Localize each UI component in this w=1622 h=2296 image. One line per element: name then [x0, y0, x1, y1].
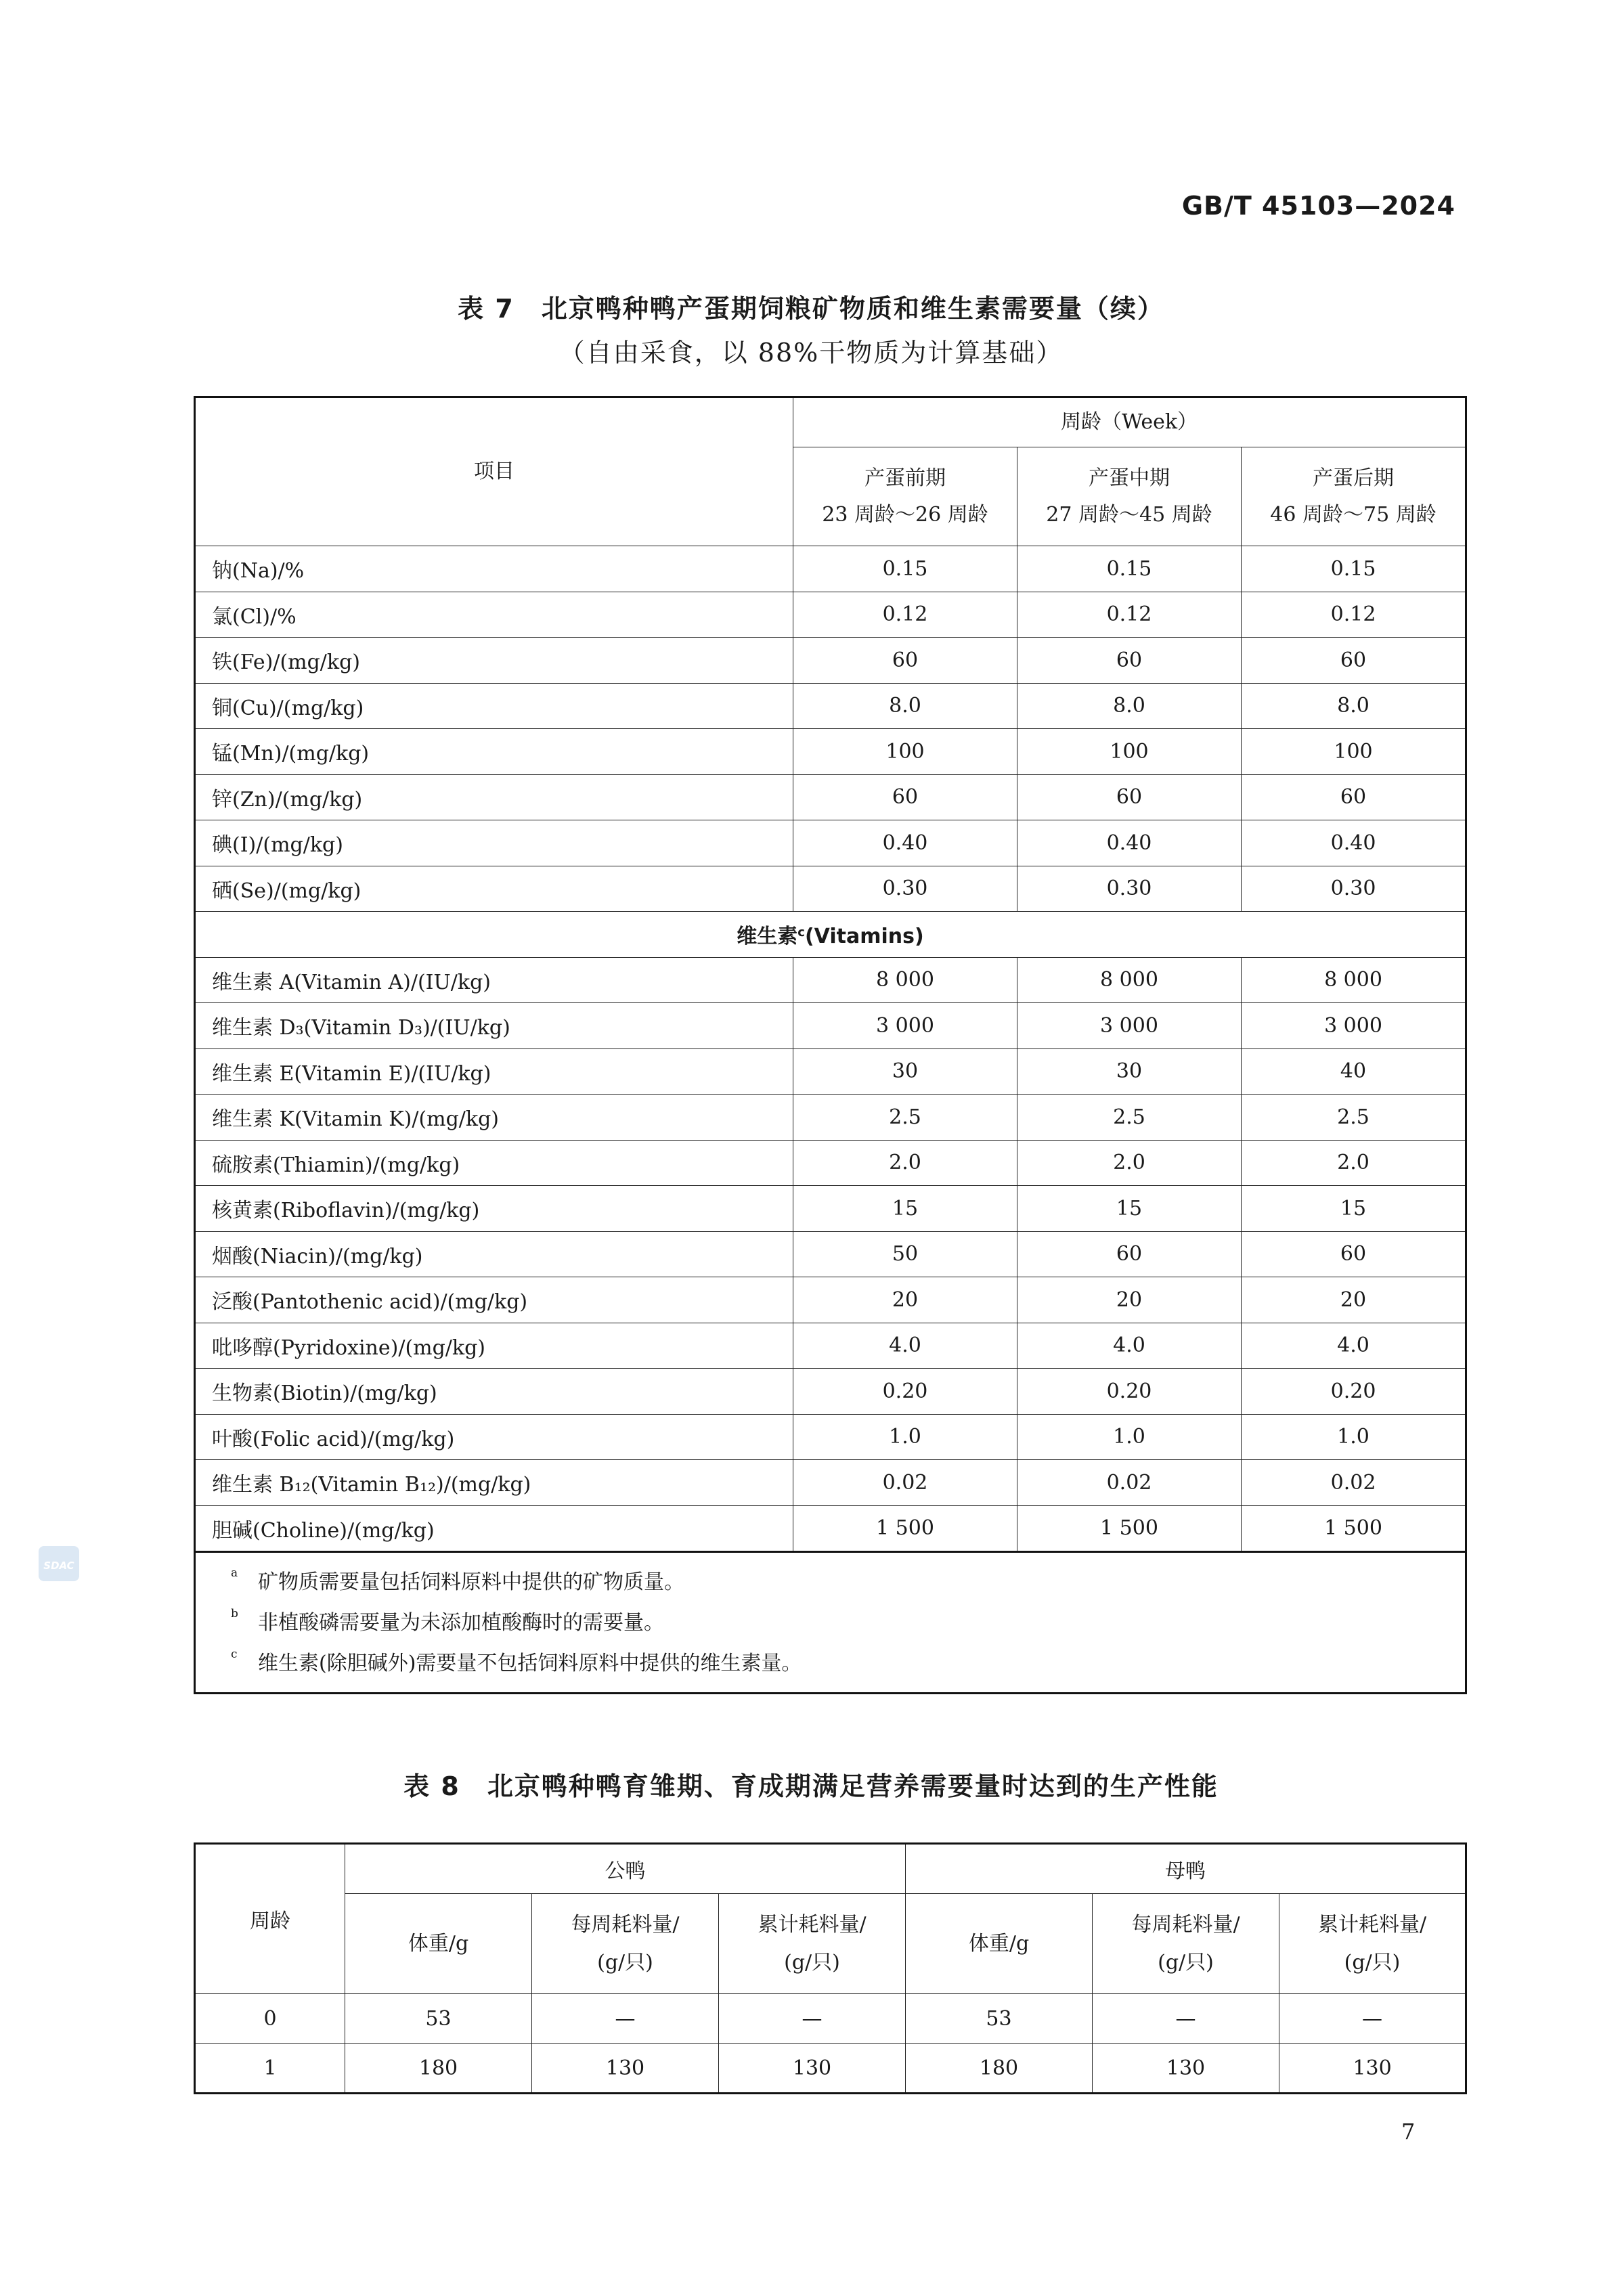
table-row: [195, 1277, 1466, 1323]
row-label: 铜(Cu)/(mg/kg): [195, 683, 793, 729]
footnote: [231, 1603, 1465, 1643]
footnote-text: 维生素(除胆碱外)需要量不包括饲料原料中提供的维生素量。: [258, 1652, 802, 1675]
cell-value: 130: [1093, 2044, 1279, 2094]
cell-value: —: [1279, 1994, 1466, 2044]
table-row: [195, 592, 1466, 638]
table-row: [195, 1095, 1466, 1141]
header-item: 项目: [195, 397, 793, 546]
table-row: [195, 546, 1466, 592]
row-label: 硒(Se)/(mg/kg): [195, 866, 793, 912]
header-line: (g/只): [1344, 1950, 1401, 1974]
cell-value: —: [532, 1994, 719, 2044]
table-row: [195, 957, 1466, 1003]
header-line: 每周耗料量/: [1131, 1912, 1240, 1937]
cell-value: 8.0: [793, 683, 1017, 729]
vitamins-rows: [195, 957, 1466, 1552]
stage-name: 产蛋前期: [864, 466, 946, 490]
cell-value: 60: [793, 774, 1017, 820]
cell-value: 40: [1242, 1048, 1466, 1095]
header-line: (g/只): [597, 1950, 653, 1974]
row-label: 硫胺素(Thiamin)/(mg/kg): [195, 1140, 793, 1186]
table-row: [195, 1231, 1466, 1277]
table7-title: 表 7 北京鸭种鸭产蛋期饲粮矿物质和维生素需要量（续）: [458, 294, 1164, 324]
row-label: 胆碱(Choline)/(mg/kg): [195, 1505, 793, 1552]
table-row: [195, 866, 1466, 912]
cell-value: 1 500: [1242, 1505, 1466, 1552]
cell-value: 60: [1017, 638, 1242, 684]
stage-name: 产蛋中期: [1089, 466, 1170, 490]
footnote: [231, 1562, 1465, 1603]
watermark-text: SDAC: [43, 1560, 74, 1572]
stage-range: 27 周龄～45 周龄: [1046, 502, 1212, 527]
header-week-group: 周龄（Week）: [793, 397, 1466, 447]
cell-value: 0.15: [793, 546, 1017, 592]
cell-value: 20: [793, 1277, 1017, 1323]
stage-name: 产蛋后期: [1313, 466, 1395, 490]
table-row: [195, 1323, 1466, 1369]
header-cumulative-feed: [719, 1894, 906, 1994]
cell-value: 100: [1017, 729, 1242, 775]
table7-subtitle: （自由采食，以 88%干物质为计算基础）: [558, 338, 1064, 368]
cell-value: 0.20: [793, 1369, 1017, 1415]
header-group-female: 母鸭: [906, 1844, 1466, 1894]
cell-value: 130: [532, 2044, 719, 2094]
cell-value: 4.0: [793, 1323, 1017, 1369]
cell-value: 0.02: [1242, 1460, 1466, 1506]
table8-rows: [195, 1994, 1466, 2094]
header-age: 周龄: [195, 1844, 345, 1994]
header-weekly-feed: [532, 1894, 719, 1994]
cell-value: 0.12: [1017, 592, 1242, 638]
minerals-rows: [195, 546, 1466, 912]
cell-value: 0.02: [793, 1460, 1017, 1506]
table-row: [195, 1048, 1466, 1095]
row-label: 泛酸(Pantothenic acid)/(mg/kg): [195, 1277, 793, 1323]
cell-value: 60: [1242, 774, 1466, 820]
cell-value: 3 000: [1017, 1003, 1242, 1049]
row-label: 核黄素(Riboflavin)/(mg/kg): [195, 1186, 793, 1232]
header-stage: [1017, 447, 1242, 546]
cell-value: 60: [793, 638, 1017, 684]
header-line: (g/只): [1158, 1950, 1214, 1974]
cell-value: 0.40: [793, 820, 1017, 866]
cell-value: 2.0: [1017, 1140, 1242, 1186]
header-line: 每周耗料量/: [571, 1912, 680, 1937]
cell-value: 15: [1017, 1186, 1242, 1232]
cell-value: 15: [1242, 1186, 1466, 1232]
cell-value: 3 000: [793, 1003, 1017, 1049]
footnote: [231, 1643, 1465, 1684]
cell-value: 4.0: [1017, 1323, 1242, 1369]
cell-value: 8.0: [1017, 683, 1242, 729]
table-row: [195, 774, 1466, 820]
stage-range: 46 周龄～75 周龄: [1270, 502, 1437, 527]
row-label: 锰(Mn)/(mg/kg): [195, 729, 793, 775]
page-number: 7: [1401, 2119, 1416, 2144]
row-age: 1: [195, 2044, 345, 2094]
row-age: 0: [195, 1994, 345, 2044]
cell-value: —: [1093, 1994, 1279, 2044]
cell-value: 2.5: [1017, 1095, 1242, 1141]
cell-value: 100: [1242, 729, 1466, 775]
cell-value: 3 000: [1242, 1003, 1466, 1049]
cell-value: 60: [1017, 774, 1242, 820]
cell-value: 8 000: [1242, 957, 1466, 1003]
cell-value: 1.0: [1242, 1414, 1466, 1460]
header-cumulative-feed: [1279, 1894, 1466, 1994]
cell-value: 8.0: [1242, 683, 1466, 729]
table7-minerals-vitamins: [194, 396, 1467, 1694]
cell-value: 15: [793, 1186, 1017, 1232]
cell-value: 2.0: [793, 1140, 1017, 1186]
vitamins-section-header: [195, 912, 1466, 958]
header-line: (g/只): [784, 1950, 840, 1974]
section-label-en: (Vitamins): [804, 925, 924, 949]
row-label: 碘(I)/(mg/kg): [195, 820, 793, 866]
cell-value: 180: [345, 2044, 532, 2094]
cell-value: 2.5: [793, 1095, 1017, 1141]
row-label: 维生素 B₁₂(Vitamin B₁₂)/(mg/kg): [195, 1460, 793, 1506]
table-row: [195, 1505, 1466, 1552]
cell-value: 60: [1017, 1231, 1242, 1277]
row-label: 铁(Fe)/(mg/kg): [195, 638, 793, 684]
table8-performance: [194, 1842, 1467, 2094]
footnote-text: 非植酸磷需要量为未添加植酸酶时的需要量。: [258, 1611, 664, 1635]
footnote-text: 矿物质需要量包括饲料原料中提供的矿物质量。: [258, 1570, 684, 1594]
header-line: 累计耗料量/: [1317, 1912, 1427, 1937]
cell-value: 53: [345, 1994, 532, 2044]
header-stage: [793, 447, 1017, 546]
table-row: [195, 1369, 1466, 1415]
table-row: [195, 1140, 1466, 1186]
cell-value: —: [719, 1994, 906, 2044]
cell-value: 0.12: [793, 592, 1017, 638]
table-row: [195, 820, 1466, 866]
cell-value: 1 500: [793, 1505, 1017, 1552]
cell-value: 0.30: [1242, 866, 1466, 912]
footnote-mark: c: [231, 1648, 238, 1661]
cell-value: 30: [1017, 1048, 1242, 1095]
cell-value: 1 500: [1017, 1505, 1242, 1552]
footnote-mark: a: [231, 1566, 238, 1580]
row-label: 叶酸(Folic acid)/(mg/kg): [195, 1414, 793, 1460]
cell-value: 130: [719, 2044, 906, 2094]
header-weekly-feed: [1093, 1894, 1279, 1994]
cell-value: 30: [793, 1048, 1017, 1095]
row-label: 烟酸(Niacin)/(mg/kg): [195, 1231, 793, 1277]
table-row: [195, 1186, 1466, 1232]
cell-value: 130: [1279, 2044, 1466, 2094]
cell-value: 20: [1242, 1277, 1466, 1323]
cell-value: 100: [793, 729, 1017, 775]
header-stage: [1242, 447, 1466, 546]
footnote-mark: c: [797, 925, 805, 940]
cell-value: 4.0: [1242, 1323, 1466, 1369]
cell-value: 0.02: [1017, 1460, 1242, 1506]
cell-value: 2.5: [1242, 1095, 1466, 1141]
cell-value: 0.15: [1242, 546, 1466, 592]
cell-value: 8 000: [1017, 957, 1242, 1003]
row-label: 维生素 A(Vitamin A)/(IU/kg): [195, 957, 793, 1003]
row-label: 维生素 K(Vitamin K)/(mg/kg): [195, 1095, 793, 1141]
table-row: [195, 1460, 1466, 1506]
header-body-weight: 体重/g: [345, 1894, 532, 1994]
table7-footnotes: [195, 1552, 1466, 1694]
table-row: [195, 729, 1466, 775]
row-label: 维生素 E(Vitamin E)/(IU/kg): [195, 1048, 793, 1095]
header-group-male: 公鸭: [345, 1844, 906, 1894]
cell-value: 1.0: [793, 1414, 1017, 1460]
row-label: 钠(Na)/%: [195, 546, 793, 592]
cell-value: 0.40: [1017, 820, 1242, 866]
cell-value: 2.0: [1242, 1140, 1466, 1186]
cell-value: 0.15: [1017, 546, 1242, 592]
table-row: [195, 638, 1466, 684]
header-body-weight: 体重/g: [906, 1894, 1093, 1994]
standard-number: GB/T 45103—2024: [1181, 191, 1455, 221]
section-label: 维生素: [737, 925, 798, 949]
stage-range: 23 周龄～26 周龄: [822, 502, 988, 527]
cell-value: 20: [1017, 1277, 1242, 1323]
row-label: 氯(Cl)/%: [195, 592, 793, 638]
cell-value: 0.40: [1242, 820, 1466, 866]
row-label: 锌(Zn)/(mg/kg): [195, 774, 793, 820]
cell-value: 0.30: [1017, 866, 1242, 912]
cell-value: 0.20: [1242, 1369, 1466, 1415]
table-row: [195, 1003, 1466, 1049]
cell-value: 0.20: [1017, 1369, 1242, 1415]
cell-value: 0.30: [793, 866, 1017, 912]
cell-value: 0.12: [1242, 592, 1466, 638]
cell-value: 1.0: [1017, 1414, 1242, 1460]
table-row: [195, 2044, 1466, 2094]
cell-value: 60: [1242, 1231, 1466, 1277]
cell-value: 53: [906, 1994, 1093, 2044]
cell-value: 180: [906, 2044, 1093, 2094]
row-label: 生物素(Biotin)/(mg/kg): [195, 1369, 793, 1415]
footnote-mark: b: [231, 1607, 238, 1620]
table-row: [195, 683, 1466, 729]
row-label: 维生素 D₃(Vitamin D₃)/(IU/kg): [195, 1003, 793, 1049]
cell-value: 50: [793, 1231, 1017, 1277]
table8-title: 表 8 北京鸭种鸭育雏期、育成期满足营养需要量时达到的生产性能: [403, 1771, 1219, 1801]
row-label: 吡哆醇(Pyridoxine)/(mg/kg): [195, 1323, 793, 1369]
table-row: [195, 1414, 1466, 1460]
table-row: [195, 1994, 1466, 2044]
cell-value: 60: [1242, 638, 1466, 684]
sdac-logo-icon: [38, 1545, 80, 1582]
header-line: 累计耗料量/: [758, 1912, 867, 1937]
cell-value: 8 000: [793, 957, 1017, 1003]
